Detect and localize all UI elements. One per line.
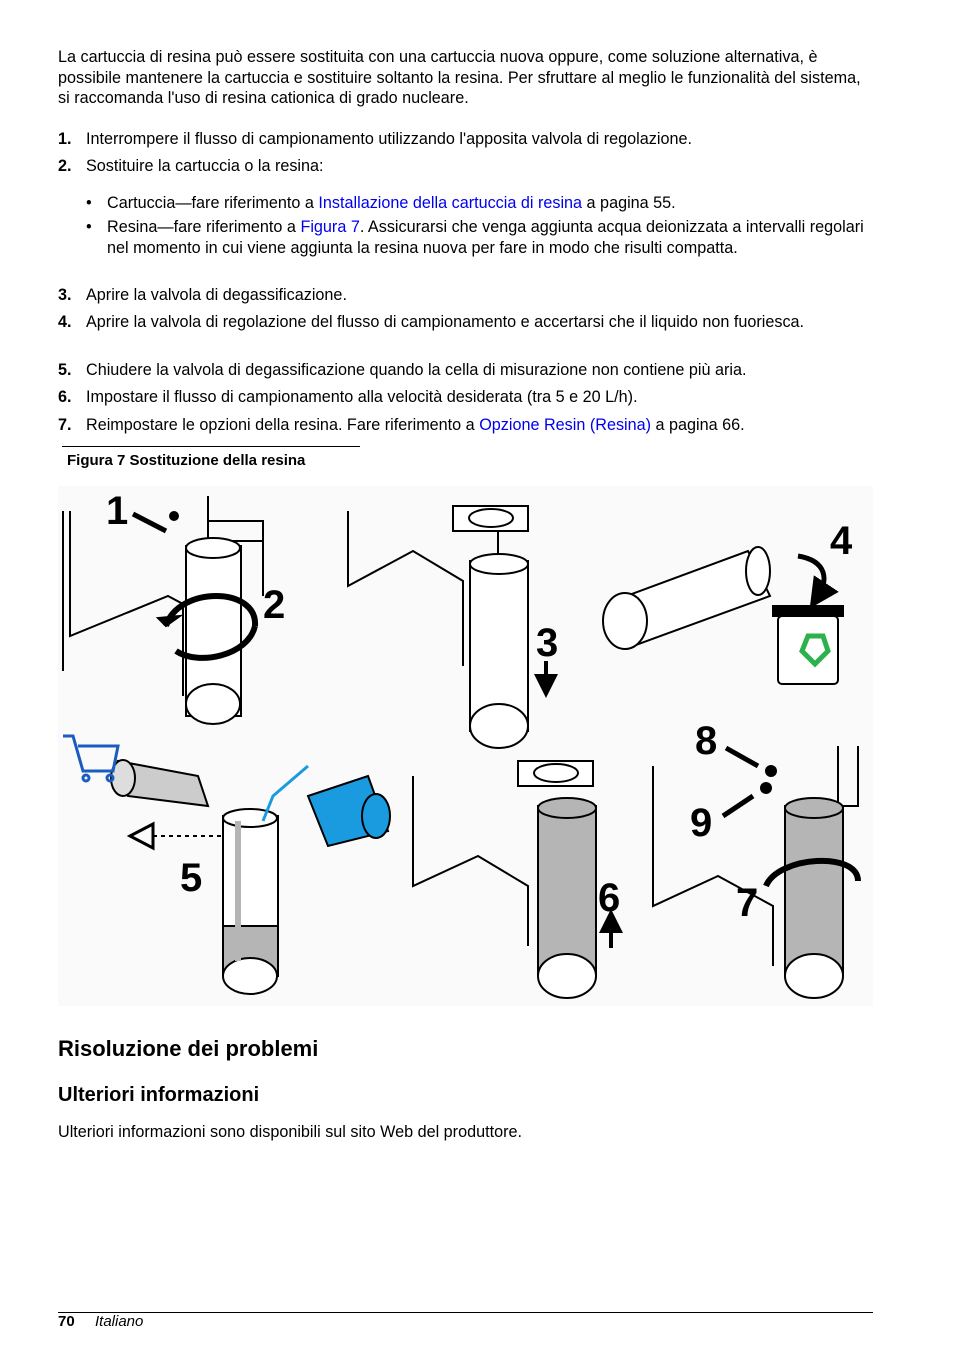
- section-title: Risoluzione dei problemi: [58, 1036, 319, 1061]
- step-3-text: Aprire la valvola di degassificazione.: [86, 286, 347, 304]
- degas-valve-icon: [765, 765, 777, 777]
- label-7: 7: [736, 881, 759, 925]
- resin-option-link[interactable]: Opzione Resin (Resina): [479, 416, 652, 434]
- bullet-2: [107, 217, 877, 258]
- bullet-2-pre: Resina—fare riferimento a: [107, 218, 301, 236]
- step-4-text: Aprire la valvola di regolazione del flusso di campionamento e accertarsi che il liquido non fuoriesca.: [86, 313, 805, 331]
- label-4: 4: [830, 519, 853, 563]
- step-2-text: Sostituire la cartuccia o la resina:: [86, 157, 324, 175]
- resin-replacement-illustration: [58, 486, 873, 1006]
- page-number: 70: [58, 1313, 75, 1330]
- figure-7-link[interactable]: Figura 7: [300, 218, 360, 236]
- footer-rule: [58, 1312, 873, 1313]
- label-6: 6: [598, 876, 621, 920]
- bullet-1-pre: Cartuccia—fare riferimento a: [107, 194, 319, 212]
- step-4-number: 4.: [58, 313, 72, 331]
- intro-paragraph: La cartuccia di resina può essere sostituita con una cartuccia nuova oppure, come soluzione alternativa, è possibile mantenere la cartuccia e sostituire soltanto la resina. Per sfruttare al meglio le funzionalità del sistema, si raccomanda l'uso di resina cationica di grado nucleare.: [58, 48, 861, 108]
- figure-caption: Figura 7 Sostituzione della resina: [67, 452, 306, 469]
- step-2-number: 2.: [58, 157, 72, 175]
- label-3: 3: [536, 621, 559, 665]
- step-1-text: Interrompere il flusso di campionamento utilizzando l'apposita valvola di regolazione.: [86, 130, 692, 148]
- label-8: 8: [695, 719, 718, 763]
- step-7-pre: Reimpostare le opzioni della resina. Fare riferimento a: [86, 416, 480, 434]
- subsection-text: Ulteriori informazioni sono disponibili sul sito Web del produttore.: [58, 1123, 522, 1141]
- cartridge-install-link[interactable]: Installazione della cartuccia di resina: [318, 194, 583, 212]
- label-1: 1: [106, 489, 129, 533]
- bullet-2-post: . Assicurarsi che venga aggiunta acqua deionizzata a intervalli regolari nel momento in cui viene aggiunta la resina nuova per fare in modo che risulti compatta.: [107, 218, 864, 257]
- step-6-number: 6.: [58, 388, 72, 406]
- figure-caption-rule: [62, 446, 360, 447]
- flow-valve-icon: [760, 782, 772, 794]
- bullet-2-symbol: •: [86, 218, 92, 236]
- step-6-text: Impostare il flusso di campionamento alla velocità desiderata (tra 5 e 20 L/h).: [86, 388, 638, 406]
- label-2: 2: [263, 583, 286, 627]
- step-7-post: a pagina 66.: [651, 416, 745, 434]
- step-3-number: 3.: [58, 286, 72, 304]
- step-1-number: 1.: [58, 130, 72, 148]
- step-7-number: 7.: [58, 416, 72, 434]
- footer-language: Italiano: [95, 1313, 144, 1330]
- subsection-title: Ulteriori informazioni: [58, 1084, 260, 1106]
- valve-icon: [169, 511, 179, 521]
- bullet-1: [107, 193, 877, 214]
- step-5-number: 5.: [58, 361, 72, 379]
- bullet-1-symbol: •: [86, 194, 92, 212]
- bullet-1-post: a pagina 55.: [582, 194, 676, 212]
- label-5: 5: [180, 856, 203, 900]
- step-7-text: [86, 415, 876, 436]
- step-5-text: Chiudere la valvola di degassificazione quando la cella di misurazione non contiene più aria.: [86, 361, 747, 379]
- label-9: 9: [690, 801, 713, 845]
